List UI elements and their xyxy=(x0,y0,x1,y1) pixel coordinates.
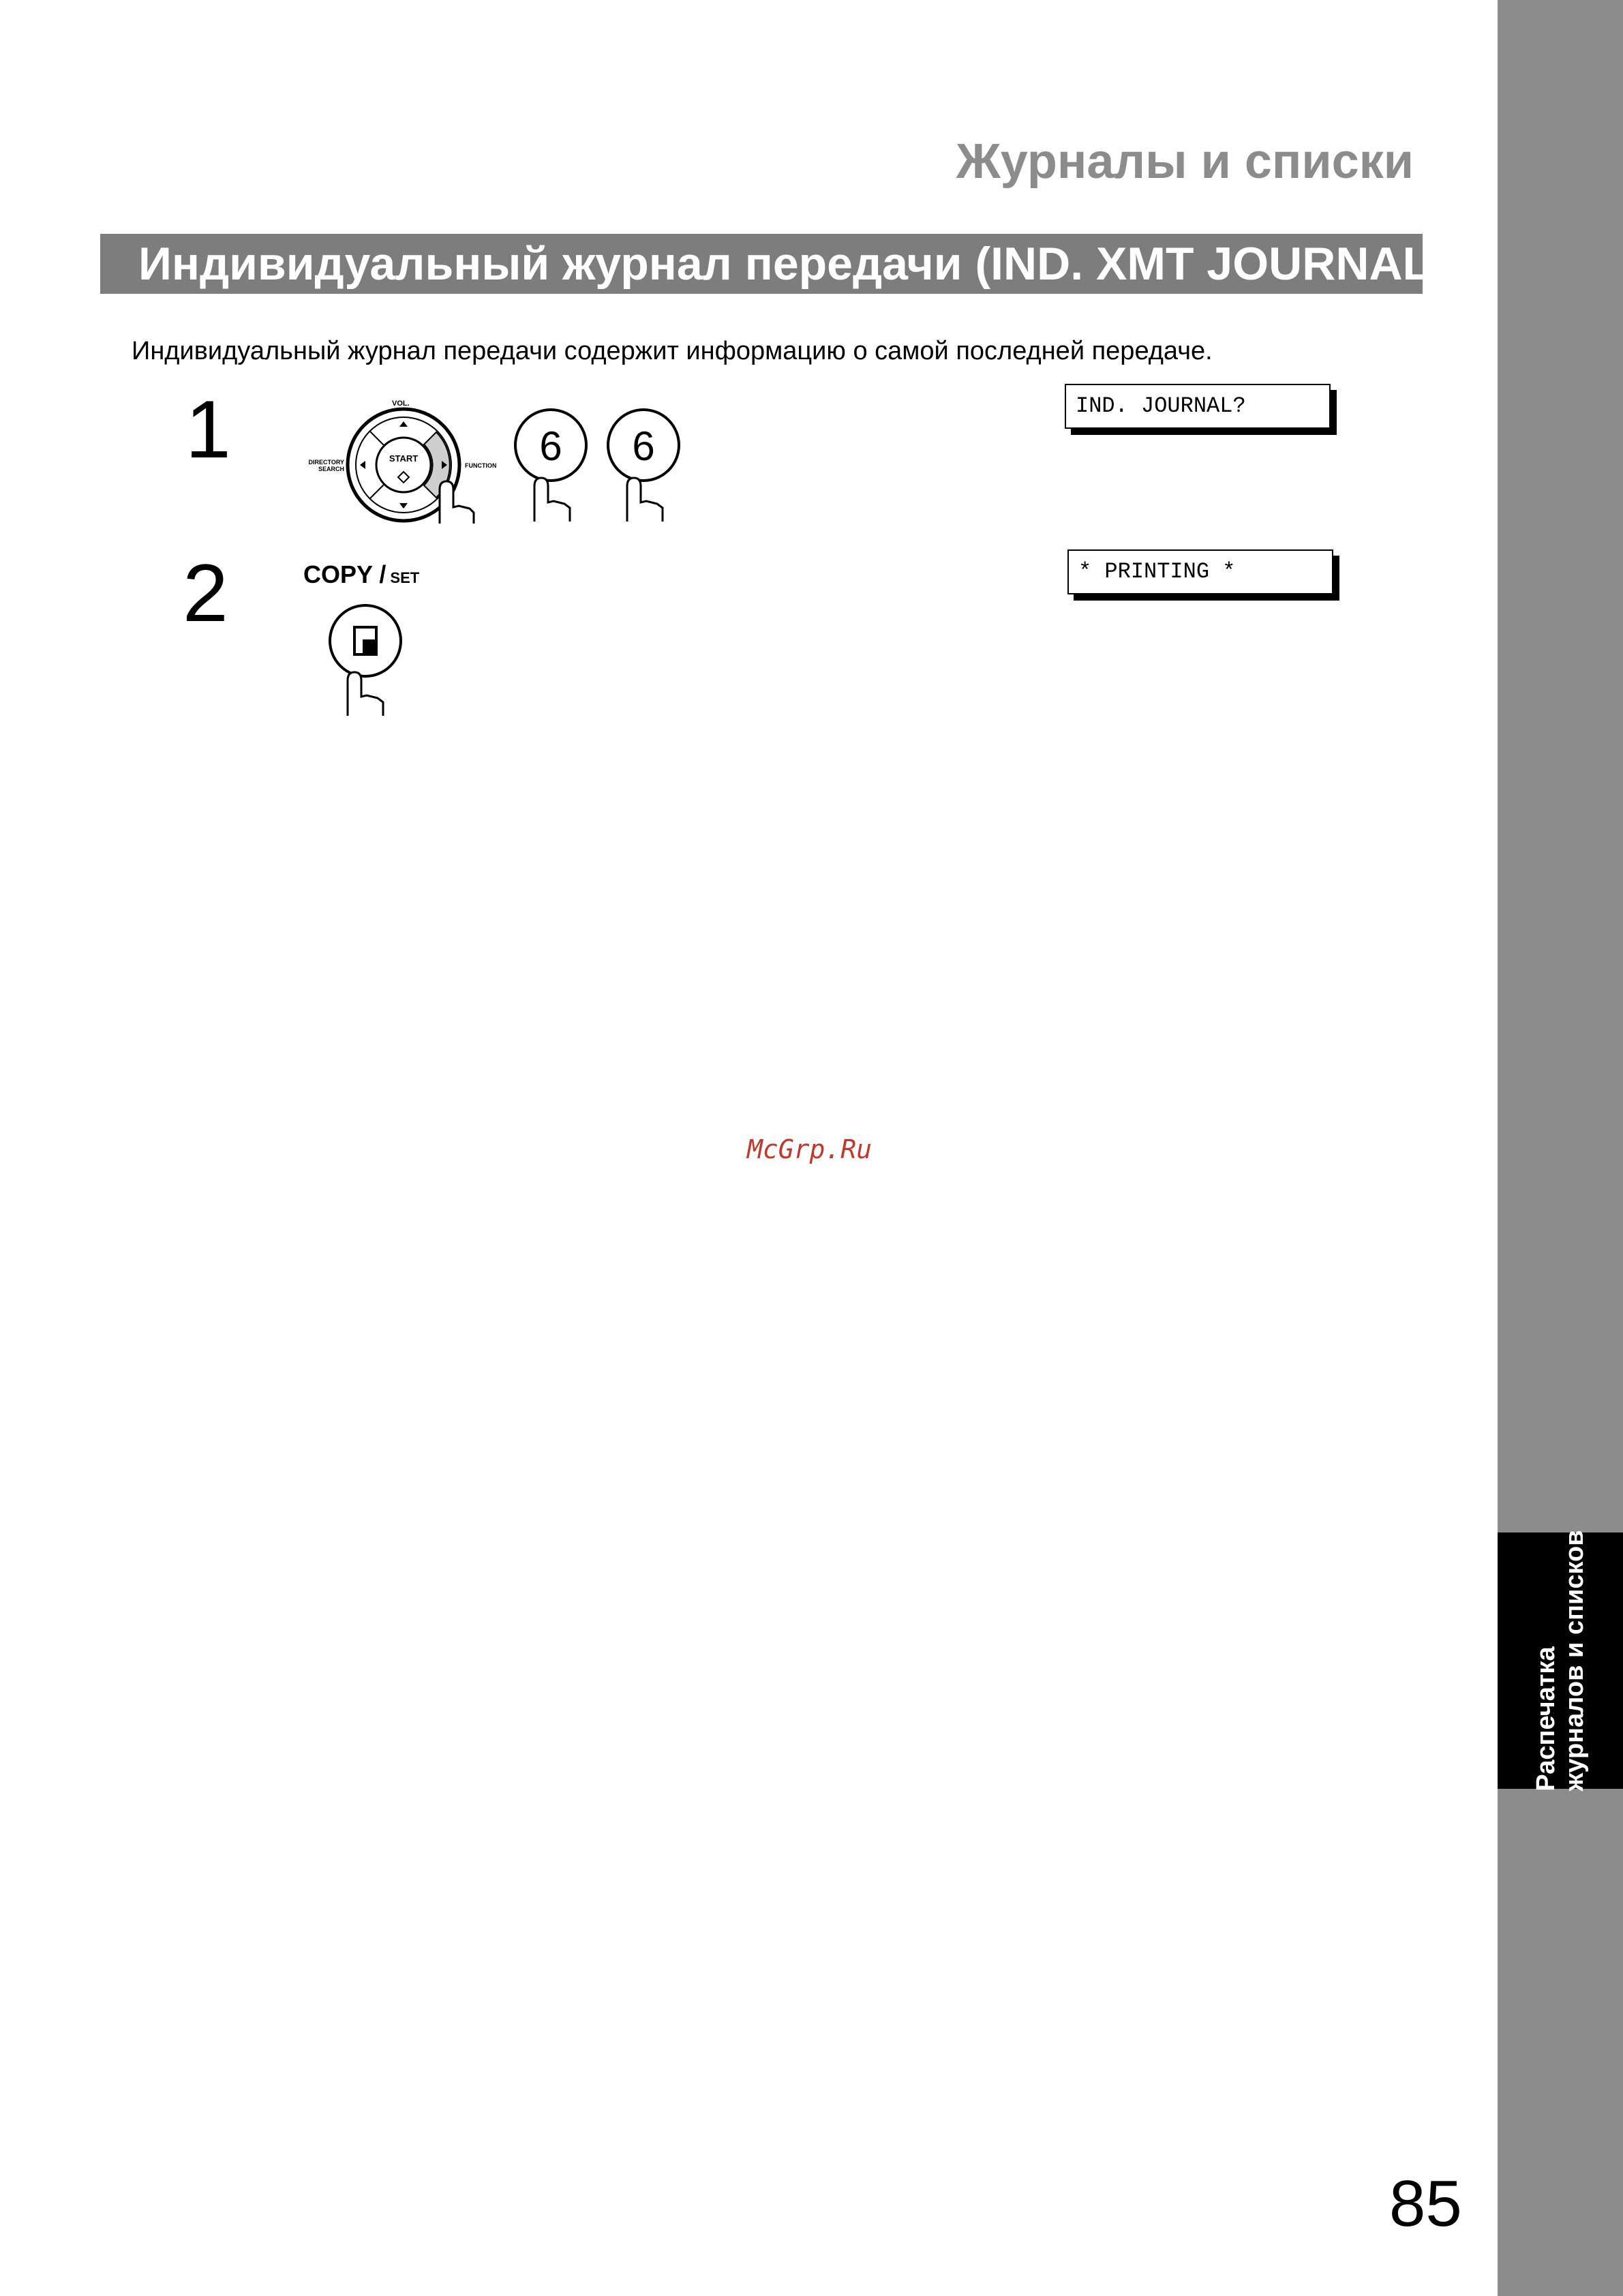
pointing-hand-icon xyxy=(348,672,383,716)
key-6-label: 6 xyxy=(632,423,655,469)
lcd-display-step2: * PRINTING * xyxy=(1067,549,1333,594)
copy-set-button[interactable] xyxy=(320,599,409,718)
heading-bar xyxy=(100,234,1446,294)
page-heading: Индивидуальный журнал передачи (IND. XMT JOURNAL) xyxy=(138,238,1446,290)
pointing-hand-icon xyxy=(534,478,570,522)
intro-text: Индивидуальный журнал передачи содержит информацию о самой последней передаче. xyxy=(132,337,1213,365)
set-label: SET xyxy=(390,569,420,586)
pointing-hand-icon xyxy=(440,481,474,524)
copy-set-label xyxy=(303,560,419,589)
watermark-link[interactable]: McGrp.Ru xyxy=(747,1134,873,1164)
key-6-button[interactable] xyxy=(513,406,594,525)
navigation-keypad-icon[interactable] xyxy=(300,395,518,532)
pointing-hand-icon xyxy=(627,478,663,522)
lcd-display-step1: IND. JOURNAL? xyxy=(1065,384,1331,429)
step-1-number: 1 xyxy=(185,384,231,475)
copy-icon xyxy=(354,627,376,654)
key-6-label: 6 xyxy=(539,423,562,469)
section-title: Журналы и списки xyxy=(956,134,1414,189)
copy-label: COPY / xyxy=(303,560,386,588)
side-tab-line2: журналов и списков xyxy=(1560,1530,1589,1792)
directory-label: DIRECTORY xyxy=(308,459,344,466)
function-label: FUNCTION xyxy=(465,462,497,469)
key-6-button[interactable] xyxy=(605,406,687,525)
side-tab-label xyxy=(1532,1530,1589,1791)
vol-label: VOL. xyxy=(392,399,410,408)
start-label: START xyxy=(389,453,419,464)
side-bar xyxy=(1498,0,1623,2296)
side-tab-line1: Распечатка xyxy=(1532,1646,1560,1792)
search-label: SEARCH xyxy=(318,466,344,472)
page-number: 85 xyxy=(1389,2167,1462,2240)
side-tab[interactable] xyxy=(1498,1530,1623,1792)
step-2-number: 2 xyxy=(183,547,228,639)
